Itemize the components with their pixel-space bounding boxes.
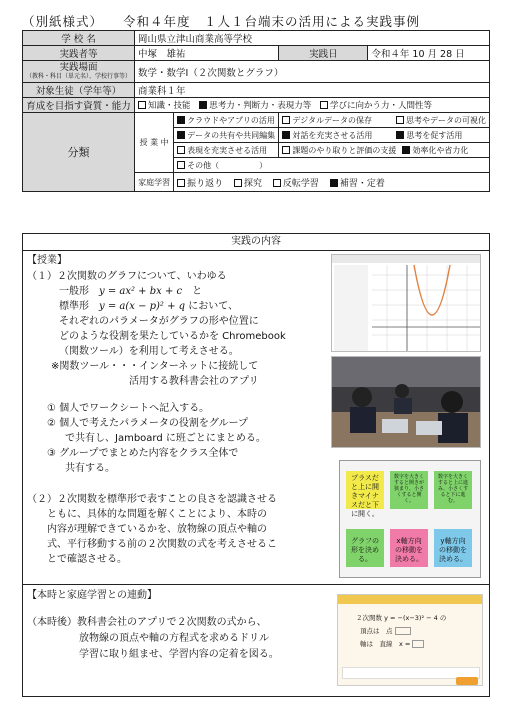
part2-line-2: ともに、具体的な問題を解くことにより、本時の	[47, 509, 267, 520]
home-options	[174, 173, 490, 192]
drill-vertex: 頂点は 点	[360, 626, 411, 635]
home-opt-2: 探究	[244, 178, 263, 189]
lesson-line-6: （関数ツール）を利用して考えさせる。	[59, 346, 239, 357]
home-line-1: （本時後）教科書会社のアプリで２次関数の式から、	[27, 617, 267, 628]
scene-sub: （教科・科目（単元名）、学校行事等）	[26, 73, 132, 80]
note-3: 数字を大きくすると上に進み、小さくすると下に進む。	[434, 471, 472, 509]
ability-label: 育成を目指す資質・能力	[23, 98, 135, 113]
during-opt-1: クラウドやアプリの活用	[187, 115, 275, 125]
during-label: 授 業 中	[135, 113, 174, 173]
drill-app-screenshot	[337, 594, 483, 686]
scene-label: 実践場面	[59, 62, 98, 73]
during-cell-4	[174, 128, 279, 143]
step-2: ② 個人で考えたパラメータの役割をグループ	[47, 418, 249, 429]
during-opt-5: 対話を充実させる活用	[292, 130, 373, 140]
during-cell-1	[174, 113, 279, 128]
ability-opt-3: 学びに向かう力・人間性等	[329, 101, 432, 111]
section-divider	[23, 584, 489, 585]
lesson-line-4: それぞれのパラメータがグラフの形や位置に	[59, 316, 259, 327]
during-opt-7: 表現を充実させる活用	[187, 145, 268, 155]
school-value: 岡山県立津山商業高等学校	[135, 31, 490, 46]
during-opt-2: デジタルデータの保存	[292, 115, 372, 125]
part2-line-1: （２）２次関数を標準形で表すことの良さを認識させる	[27, 494, 277, 505]
lesson-line-2: 一般形 y = ax² + bx + c と	[59, 286, 203, 297]
lesson-heading: 【授業】	[27, 255, 67, 266]
lesson-line-8: 活用する教科書会社のアプリ	[129, 376, 259, 387]
during-opt-6: 思考を促す活用	[406, 130, 463, 140]
during-cell-2	[279, 113, 490, 128]
home-line-2: 放物線の頂点や軸の方程式を求めるドリル	[79, 633, 269, 644]
function-graph	[332, 255, 481, 352]
practitioner-value: 中塚 雄祐	[135, 46, 279, 61]
during-opt-3: 思考やデータの可視化	[405, 115, 486, 125]
during-cell-8	[279, 143, 490, 158]
during-opt-10: その他（ ）	[187, 160, 268, 170]
jamboard-screenshot	[339, 460, 481, 578]
content-title: 実践の内容	[23, 234, 489, 251]
part2-line-3: 内容が理解できているかを、放物線の頂点や軸の	[47, 524, 267, 535]
scene-value: 数学・数学Ⅰ（２次関数とグラフ）	[135, 61, 490, 83]
home-opt-1: 振り返り	[187, 178, 224, 189]
document-title: 令和４年度 １人１台端末の活用による実践事例	[123, 14, 421, 29]
lesson-line-5: どのような役割を果たしているかを Chromebook	[59, 331, 286, 342]
note-1: プラスだと上に開きマイナスだと下に開く。	[346, 471, 384, 509]
note-4: グラフの形を決める。	[346, 529, 384, 567]
date-label: 実践日	[279, 46, 368, 61]
home-heading: 【本時と家庭学習との連動】	[27, 590, 157, 601]
practitioner-label: 実践者等	[23, 46, 135, 61]
part2-line-4: 式、平行移動する前の２次関数の式を考えさせるこ	[47, 539, 277, 550]
form-note: （別紙様式）	[22, 14, 104, 29]
during-opt-8: 課題のやり取りと評価の支援	[292, 145, 397, 155]
checkbox-thinking	[199, 101, 207, 109]
drill-submit-button[interactable]	[456, 677, 478, 685]
lesson-line-3: 標準形 y = a(x − p)² + q において、	[59, 301, 239, 312]
classroom-photo	[331, 356, 481, 448]
category-label: 分類	[23, 113, 135, 192]
lesson-line-1: （１）２次関数のグラフについて、いわゆる	[27, 271, 227, 282]
target-value: 商業科１年	[135, 83, 490, 98]
part2-line-5: とで確認させる。	[47, 554, 127, 565]
target-label: 対象生徒（学年等）	[23, 83, 135, 98]
drill-question: ２次関数 y = −(x−3)² − 4 の	[356, 614, 447, 622]
step-3b: 共有する。	[65, 463, 115, 474]
ability-options	[135, 98, 490, 113]
home-label: 家庭学習	[135, 173, 174, 192]
step-1: ① 個人でワークシートへ記入する。	[47, 403, 210, 414]
home-opt-3: 反転学習	[282, 178, 319, 189]
ability-opt-2: 思考力・判断力・表現力等	[209, 101, 312, 111]
drill-topbar	[338, 595, 483, 604]
home-line-3: 学習に取り組ませ、学習内容の定着を図る。	[79, 649, 279, 660]
note-5: x軸方向の移動を決める。	[390, 529, 428, 567]
checkbox-attitude	[320, 101, 328, 109]
school-label: 学 校 名	[23, 31, 135, 46]
practice-content	[22, 233, 490, 697]
during-opt-4: データの共有や共同編集	[187, 130, 276, 140]
step-3: ③ グループでまとめた内容をクラス全体で	[47, 448, 239, 459]
during-cell-5	[279, 128, 490, 143]
checkbox-knowledge	[138, 101, 146, 109]
during-cell-7	[174, 143, 279, 158]
drill-axis: 軸は 直線 x =	[360, 639, 424, 648]
ability-opt-1: 知識・技能	[148, 101, 191, 111]
function-tool-screenshot	[331, 254, 481, 352]
note-6: y軸方向の移動を決める。	[434, 529, 472, 567]
step-2b: で共有し、Jamboard に班ごとにまとめる。	[65, 433, 266, 444]
note-2: 数字を大きくすると開きが狭まり、小さくすると開く。	[390, 471, 428, 509]
lesson-line-7: ※関数ツール・・・インターネットに接続して	[51, 361, 259, 372]
during-opt-9: 効率化や省力化	[412, 145, 469, 155]
classroom-illustration	[332, 357, 481, 448]
during-cell-10	[174, 158, 490, 173]
scene-label-cell	[23, 61, 135, 83]
home-opt-4: 補習・定着	[339, 178, 385, 189]
date-value: 令和４年 10 月 28 日	[368, 46, 490, 61]
meta-table	[22, 30, 490, 192]
